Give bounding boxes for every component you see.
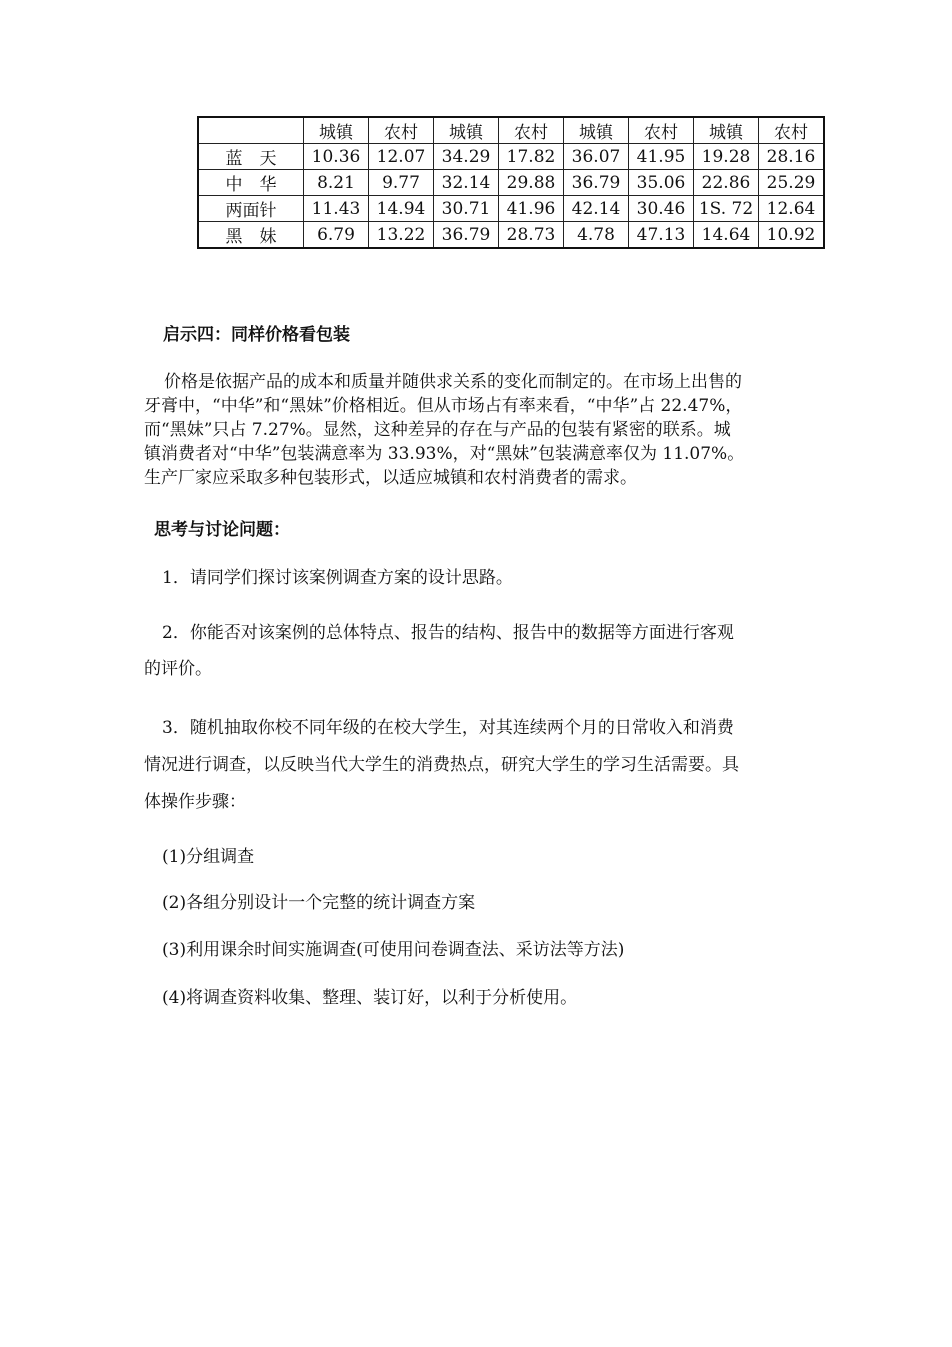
table-row (198, 222, 824, 249)
table-header-cell: 农村 (759, 117, 825, 144)
section4-heading: 启示四：同样价格看包装 (163, 325, 350, 345)
step-item: (1)分组调查 (162, 847, 255, 867)
row-label: 中 华 (198, 170, 304, 196)
table-cell: 36.07 (564, 144, 629, 170)
table-cell: 28.73 (499, 222, 564, 249)
table-cell: 25.29 (759, 170, 825, 196)
table-row (198, 196, 824, 222)
table-cell: 17.82 (499, 144, 564, 170)
table-header-cell: 农村 (629, 117, 694, 144)
table-cell: 34.29 (434, 144, 499, 170)
table-cell: 1S. 72 (694, 196, 759, 222)
table-cell: 22.86 (694, 170, 759, 196)
table-cell: 12.07 (369, 144, 434, 170)
table-cell: 36.79 (564, 170, 629, 196)
table-header-cell: 城镇 (434, 117, 499, 144)
table-cell: 14.64 (694, 222, 759, 249)
step-item: (2)各组分别设计一个完整的统计调查方案 (162, 893, 476, 913)
table-cell: 12.64 (759, 196, 825, 222)
table-cell: 41.95 (629, 144, 694, 170)
table-cell: 13.22 (369, 222, 434, 249)
question-3-line-2: 情况进行调查，以反映当代大学生的消费热点，研究大学生的学习生活需要。具 (144, 755, 739, 775)
table-header-cell: 城镇 (564, 117, 629, 144)
paragraph-line: 而“黑妹”只占 7.27%。显然，这种差异的存在与产品的包装有紧密的联系。城 (144, 420, 731, 440)
table-cell: 29.88 (499, 170, 564, 196)
table-cell: 35.06 (629, 170, 694, 196)
table-cell: 14.94 (369, 196, 434, 222)
row-label: 两面针 (198, 196, 304, 222)
table-cell: 8.21 (304, 170, 369, 196)
question-2-line-2: 的评价。 (144, 659, 212, 679)
question-3-line-3: 体操作步骤： (144, 792, 246, 812)
table-cell: 41.96 (499, 196, 564, 222)
table-row (198, 144, 824, 170)
table-cell: 47.13 (629, 222, 694, 249)
table-header-cell: 城镇 (694, 117, 759, 144)
table-cell: 42.14 (564, 196, 629, 222)
table-cell: 6.79 (304, 222, 369, 249)
question-1: 1．请同学们探讨该案例调查方案的设计思路。 (162, 568, 513, 588)
row-label: 蓝 天 (198, 144, 304, 170)
table-cell: 10.36 (304, 144, 369, 170)
table-header-cell: 城镇 (304, 117, 369, 144)
table-cell: 19.28 (694, 144, 759, 170)
table-cell: 10.92 (759, 222, 825, 249)
section4-paragraph (144, 370, 808, 490)
discussion-heading: 思考与讨论问题： (154, 520, 290, 540)
step-item: (3)利用课余时间实施调查(可使用问卷调查法、采访法等方法) (162, 940, 625, 960)
question-3-line-1: 3．随机抽取你校不同年级的在校大学生，对其连续两个月的日常收入和消费 (162, 718, 734, 738)
table-header-cell: 农村 (499, 117, 564, 144)
table-cell: 32.14 (434, 170, 499, 196)
table-cell: 36.79 (434, 222, 499, 249)
survey-data-table (197, 116, 825, 249)
table-header-cell (198, 117, 304, 144)
step-item: (4)将调查资料收集、整理、装订好，以利于分析使用。 (162, 988, 578, 1008)
table-row (198, 170, 824, 196)
table-cell: 4.78 (564, 222, 629, 249)
table-cell: 9.77 (369, 170, 434, 196)
row-label: 黑 妹 (198, 222, 304, 249)
paragraph-line: 牙膏中，“中华”和“黑妹”价格相近。但从市场占有率来看，“中华”占 22.47%， (144, 396, 743, 416)
question-2-line-1: 2．你能否对该案例的总体特点、报告的结构、报告中的数据等方面进行客观 (162, 623, 734, 643)
paragraph-line: 生产厂家应采取多种包装形式，以适应城镇和农村消费者的需求。 (144, 468, 637, 488)
table-cell: 28.16 (759, 144, 825, 170)
table-cell: 11.43 (304, 196, 369, 222)
table-header-cell: 农村 (369, 117, 434, 144)
paragraph-line: 价格是依据产品的成本和质量并随供求关系的变化而制定的。在市场上出售的 (164, 372, 742, 392)
paragraph-line: 镇消费者对“中华”包装满意率为 33.93%，对“黑妹”包装满意率仅为 11.07%。 (144, 444, 745, 464)
table-cell: 30.71 (434, 196, 499, 222)
table-header-row (198, 117, 824, 144)
table-cell: 30.46 (629, 196, 694, 222)
